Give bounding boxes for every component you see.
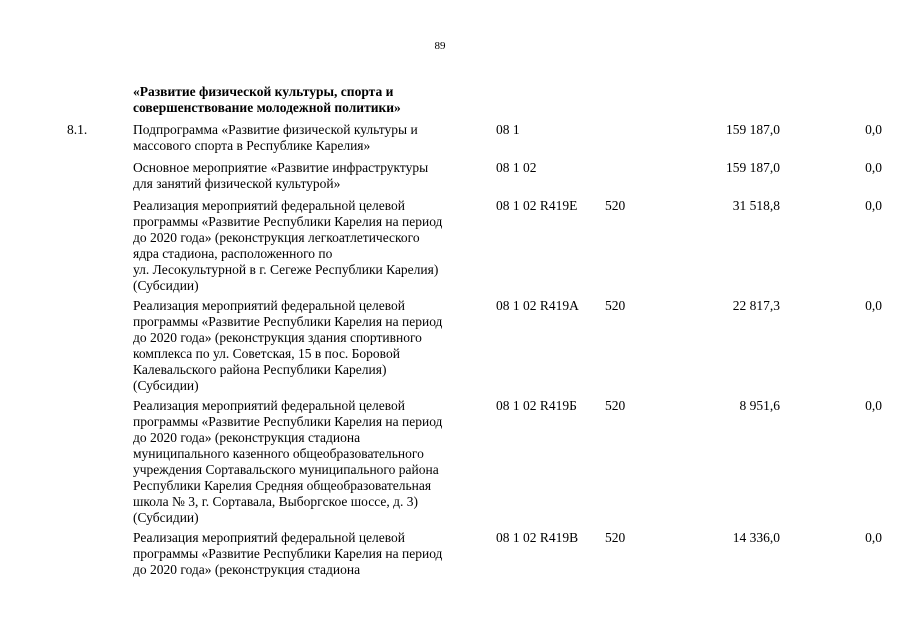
description-line: программы «Развитие Республики Карелия на период <box>133 214 443 229</box>
row-description <box>133 298 488 394</box>
description-line: муниципального казенного общеобразовательного <box>133 446 424 461</box>
row-description <box>133 530 488 578</box>
description-line: массового спорта в Республике Карелия» <box>133 138 371 153</box>
description-line: (Субсидии) <box>133 378 199 393</box>
expense-type-code: 520 <box>605 530 626 545</box>
target-article-code: 08 1 02 R419Б <box>496 398 577 413</box>
row-description <box>133 122 488 154</box>
description-line: Реализация мероприятий федеральной целевой <box>133 530 406 545</box>
section-heading-line: «Развитие физической культуры, спорта и <box>133 84 394 99</box>
description-line: Реализация мероприятий федеральной целевой <box>133 398 406 413</box>
row-number: 8.1. <box>67 122 88 137</box>
target-article-code: 08 1 02 R419E <box>496 198 578 213</box>
amount-total: 159 187,0 <box>726 160 780 175</box>
amount-federal: 0,0 <box>865 160 882 175</box>
amount-total: 14 336,0 <box>732 530 780 545</box>
description-line: Реализация мероприятий федеральной целевой <box>133 298 406 313</box>
amount-total: 8 951,6 <box>739 398 780 413</box>
target-article-code: 08 1 02 <box>496 160 537 175</box>
section-heading-line: совершенствование молодежной политики» <box>133 100 401 115</box>
description-line: до 2020 года» (реконструкция стадиона <box>133 562 361 577</box>
description-line: (Субсидии) <box>133 510 199 525</box>
description-line: Реализация мероприятий федеральной целевой <box>133 198 406 213</box>
description-line: учреждения Сортавальского муниципального района <box>133 462 439 477</box>
description-line: Основное мероприятие «Развитие инфраструктуры <box>133 160 429 175</box>
description-line: школа № 3, г. Сортавала, Выборгское шоссе, д. 3) <box>133 494 418 509</box>
target-article-code: 08 1 02 R419A <box>496 298 579 313</box>
description-line: ядра стадиона, расположенного по <box>133 246 333 261</box>
target-article-code: 08 1 <box>496 122 520 137</box>
description-line: для занятий физической культурой» <box>133 176 341 191</box>
description-line: до 2020 года» (реконструкция легкоатлетического <box>133 230 420 245</box>
amount-federal: 0,0 <box>865 122 882 137</box>
description-line: (Субсидии) <box>133 278 199 293</box>
description-line: Подпрограмма «Развитие физической культуры и <box>133 122 418 137</box>
amount-total: 159 187,0 <box>726 122 780 137</box>
description-line: Калевальского района Республики Карелия) <box>133 362 387 377</box>
description-line: комплекса по ул. Советская, 15 в пос. Боровой <box>133 346 400 361</box>
amount-federal: 0,0 <box>865 298 882 313</box>
row-description <box>133 198 488 294</box>
amount-total: 31 518,8 <box>732 198 780 213</box>
expense-type-code: 520 <box>605 398 626 413</box>
description-line: Республики Карелия Средняя общеобразовательная <box>133 478 432 493</box>
description-line: ул. Лесокультурной в г. Сегеже Республики Карелия) <box>133 262 439 277</box>
row-description <box>133 398 488 526</box>
target-article-code: 08 1 02 R419В <box>496 530 579 545</box>
description-line: программы «Развитие Республики Карелия на период <box>133 414 443 429</box>
amount-federal: 0,0 <box>865 198 882 213</box>
row-description <box>133 160 488 192</box>
section-heading <box>133 84 493 116</box>
description-line: программы «Развитие Республики Карелия на период <box>133 314 443 329</box>
amount-federal: 0,0 <box>865 530 882 545</box>
amount-total: 22 817,3 <box>732 298 780 313</box>
amount-federal: 0,0 <box>865 398 882 413</box>
expense-type-code: 520 <box>605 298 626 313</box>
description-line: до 2020 года» (реконструкция здания спортивного <box>133 330 422 345</box>
description-line: программы «Развитие Республики Карелия на период <box>133 546 443 561</box>
page-number: 89 <box>434 40 446 52</box>
expense-type-code: 520 <box>605 198 626 213</box>
description-line: до 2020 года» (реконструкция стадиона <box>133 430 361 445</box>
